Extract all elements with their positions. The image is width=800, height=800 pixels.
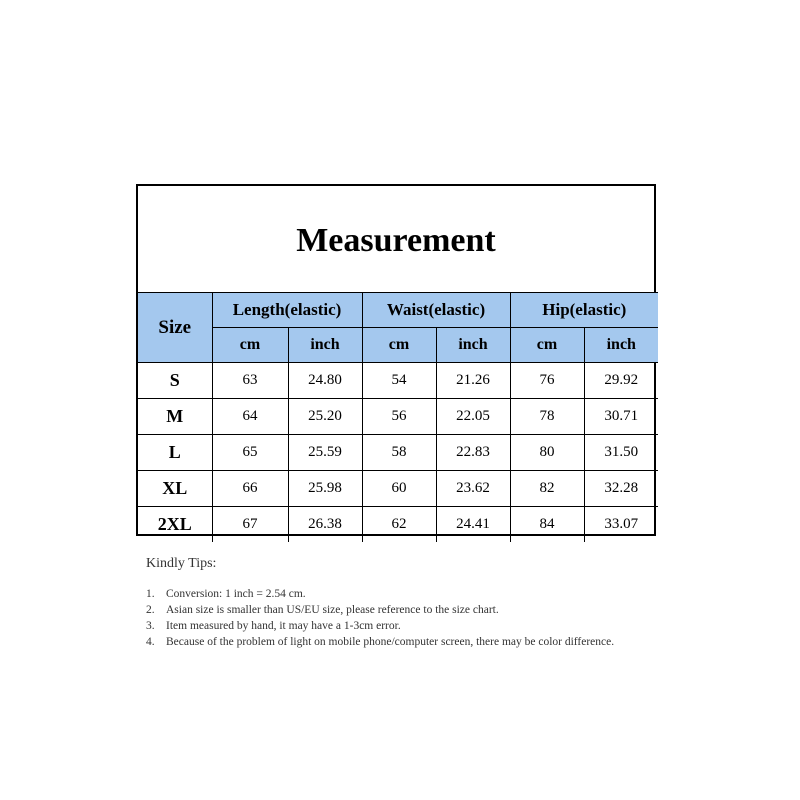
table-cell: 66	[212, 471, 288, 507]
length-group-header: Length(elastic)	[212, 293, 362, 328]
list-item	[146, 618, 666, 634]
table-cell: 67	[212, 507, 288, 543]
table-cell: 64	[212, 399, 288, 435]
table-cell: 60	[362, 471, 436, 507]
table-cell: 32.28	[584, 471, 658, 507]
tips-title: Kindly Tips:	[146, 556, 217, 571]
size-label: 2XL	[138, 507, 212, 543]
unit-header: inch	[584, 328, 658, 363]
list-item	[146, 586, 666, 602]
list-item	[146, 602, 666, 618]
list-item-number: 4.	[146, 636, 155, 648]
table-cell: 33.07	[584, 507, 658, 543]
table-row	[138, 363, 658, 399]
table-cell: 25.98	[288, 471, 362, 507]
table-cell: 23.62	[436, 471, 510, 507]
hip-group-header: Hip(elastic)	[510, 293, 658, 328]
table-row	[138, 399, 658, 435]
unit-header: inch	[288, 328, 362, 363]
waist-group-header: Waist(elastic)	[362, 293, 510, 328]
table-cell: 54	[362, 363, 436, 399]
size-label: S	[138, 363, 212, 399]
list-item-number: 3.	[146, 620, 155, 632]
unit-header: inch	[436, 328, 510, 363]
tips-section	[146, 556, 666, 650]
table-cell: 84	[510, 507, 584, 543]
table-cell: 63	[212, 363, 288, 399]
tips-list	[146, 586, 666, 650]
table-cell: 29.92	[584, 363, 658, 399]
table-cell: 24.41	[436, 507, 510, 543]
table-cell: 62	[362, 507, 436, 543]
unit-header: cm	[362, 328, 436, 363]
table-cell: 58	[362, 435, 436, 471]
table-cell: 65	[212, 435, 288, 471]
table-cell: 22.05	[436, 399, 510, 435]
table-cell: 80	[510, 435, 584, 471]
table-row	[138, 507, 658, 543]
size-label: M	[138, 399, 212, 435]
list-item-text: Because of the problem of light on mobile phone/computer screen, there may be color difference.	[166, 636, 615, 648]
list-item-text: Asian size is smaller than US/EU size, please reference to the size chart.	[166, 604, 499, 616]
table-cell: 56	[362, 399, 436, 435]
list-item-number: 2.	[146, 604, 155, 616]
table-cell: 25.59	[288, 435, 362, 471]
table-cell: 25.20	[288, 399, 362, 435]
list-item	[146, 634, 666, 650]
table-row	[138, 471, 658, 507]
list-item-text: Item measured by hand, it may have a 1-3cm error.	[166, 620, 401, 632]
table-cell: 26.38	[288, 507, 362, 543]
table-unit-row	[138, 328, 658, 363]
unit-header: cm	[510, 328, 584, 363]
table-cell: 21.26	[436, 363, 510, 399]
size-label: XL	[138, 471, 212, 507]
size-label: L	[138, 435, 212, 471]
table-cell: 22.83	[436, 435, 510, 471]
table-header-row	[138, 293, 658, 328]
table-cell: 24.80	[288, 363, 362, 399]
size-table	[138, 292, 658, 542]
chart-title: Measurement	[296, 222, 496, 259]
table-cell: 30.71	[584, 399, 658, 435]
table-cell: 76	[510, 363, 584, 399]
unit-header: cm	[212, 328, 288, 363]
table-row	[138, 435, 658, 471]
size-column-header: Size	[138, 293, 212, 363]
table-cell: 78	[510, 399, 584, 435]
list-item-text: Conversion: 1 inch = 2.54 cm.	[166, 588, 306, 600]
table-cell: 82	[510, 471, 584, 507]
size-chart	[136, 184, 656, 536]
list-item-number: 1.	[146, 588, 155, 600]
table-cell: 31.50	[584, 435, 658, 471]
